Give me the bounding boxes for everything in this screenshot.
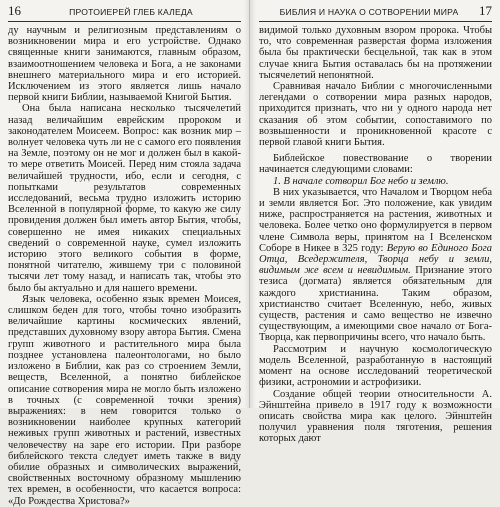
left-running-head: ПРОТОИЕРЕЙ ГЛЕБ КАЛЕДА <box>69 7 193 17</box>
left-page-header <box>8 4 241 22</box>
paragraph: Библейское повествование о творении начинается следующими словами: <box>259 153 492 176</box>
right-page <box>250 0 500 445</box>
scripture-quote-text: 1. В начале сотворил Бог небо и землю. <box>273 175 449 187</box>
paragraph: ду научным и религиозным представлениям о возникновении мира и его устройстве. Однако священные книги занимаются, главным образом, взаимоотношением человека и Бога, а не законами внешнего материального мира и его историей. Исключением из этого является лишь начало первой книги Библии, называемой Книгой Бытия. <box>8 25 241 104</box>
paragraph: Язык человека, особенно язык времен Моисея, слишком беден для того, чтобы точно изобразить величайшие картины космических явлений, представших духовному взору автора Бытия. Смена групп животного и растительного мира была позднее установлена палеонтологами, но было изложено в Библии, как раз со строением Земли, веществ, Вселенной, а понятно библейское описание сотворения мира не могло быть изложено в точных (с современной точки зрения) выражениях: в нем говорится только о возникновении наиболее крупных категорий неживых групп животных и растений, известных человечеству на заре его истории. При разборе библейского текста следует иметь также в виду обилие образных и символических выражений, свойственных восточному образному мышлению тех времен, в особенности, что касается вопроса: «До Рождества Христова?» <box>8 293 241 507</box>
creed-quote: Верую во Единого Бога Отца, Вседержителя, Творца небу и земли, видимым же всем и невидимым. <box>259 242 492 277</box>
left-page-body <box>8 25 241 507</box>
paragraph-text: В них указывается, что Началом и Творцом неба и земли является Бог. Это положение, как увидим ниже, распространяется на растения, животных и человека. Более четко оно формулируется в первом члене Символа веры, принятом на I Вселенском Соборе в Никее в 325 году: <box>259 186 492 254</box>
scripture-quote <box>259 176 492 187</box>
paragraph: Рассмотрим и научную космологическую модель Вселенной, разработанную в настоящий момент на основе исследований теоретической физики, астрономии и астрофизики. <box>259 343 492 389</box>
paragraph-text: Признание этого тезиса (догмата) является обязательным для каждого христианина. Таким образом, христианство считает Вселенную, небо, живых существ, растения и само вещество не извечно существующим, а имеющими свое начало от Бога-Творца, как первопричины всего, что начало быть. <box>259 265 493 344</box>
paragraph: Она была написана несколько тысячелетий назад величайшим еврейским пророком и законодателем Моисеем. Вопрос: как возник мир – волнует человека чуть ли не с самого его появления на Земле, поэтому он не мог и должен был в какой-то мере ответить Моисей. Перед ним стояла задача величайшей трудности, ибо, если и сегодня, с попытками результатов современных исследований, весьма трудно изложить историю Вселенной в популярной форме, то какую же силу провидения должен был иметь автор Бытия, чтобы, совершенно не имея никаких специальных сведений о современной науке, сумел изложить историю этого великого события в форме, понятной читателю, жившему три с половиной тысячи лет тому назад, и написать так, чтобы это было бы актуально и для нашего времени. <box>8 103 241 294</box>
paragraph: Создание общей теории относительности А. Эйнштейна привело в 1917 году к возможности описать свойства мира как целого. Эйнштейн получил уравнения поля тяготения, решения которых дают <box>259 388 492 445</box>
left-page-number: 16 <box>8 3 21 18</box>
paragraph: Сравнивая начало Библии с многочисленными легендами о сотворении мира разных народов, приходится признать, что ни у одного народа нет сказания об этом событии, сопоставимого по возвышенности и проникновенной красоте с первой главой книги Бытия. <box>259 81 492 149</box>
right-page-header <box>259 4 492 22</box>
right-page-number: 17 <box>479 3 492 18</box>
paragraph <box>259 187 492 344</box>
right-page-body <box>259 25 492 445</box>
right-running-head: БИБЛИЯ И НАУКА О СОТВОРЕНИИ МИРА <box>279 7 459 17</box>
paragraph: видимой только духовным взором пророка. Чтобы то, что современная разверстая форма изложения была бы практически бесцельной, так как в этом случае книга Бытия оставалась бы на протяжении тысячелетий непонятной. <box>259 25 492 81</box>
